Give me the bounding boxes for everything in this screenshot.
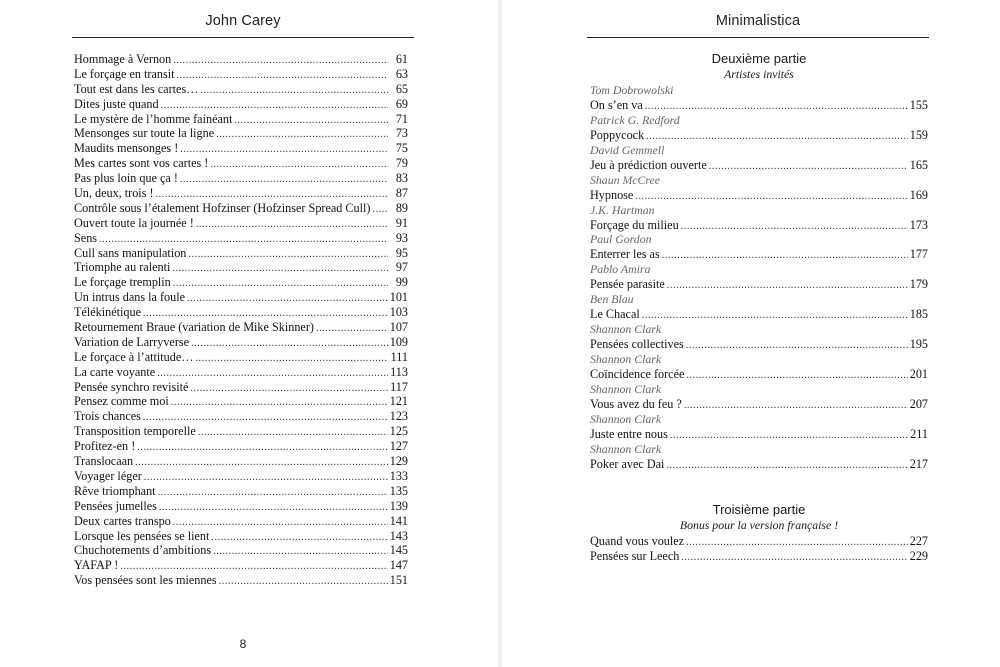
- part-three-contents: [590, 534, 928, 564]
- entry-page-number: 87: [395, 186, 408, 201]
- dot-leader: [372, 203, 388, 218]
- entry-page-number: 229: [909, 548, 928, 563]
- toc-entry: [590, 337, 928, 352]
- toc-entry: [74, 439, 408, 454]
- toc-entry: [74, 246, 408, 261]
- entry-page-number: 129: [389, 454, 408, 469]
- entry-page-number: 185: [909, 307, 928, 322]
- entry-title: Mensonges sur toute la ligne: [74, 126, 215, 141]
- entry-title: Coïncidence forcée: [590, 367, 685, 382]
- dot-leader: [234, 114, 388, 129]
- entry-page-number: 101: [389, 290, 408, 305]
- entry-title: Maudits mensonges !: [74, 141, 179, 156]
- entry-title: Voyager léger: [74, 468, 142, 483]
- entry-page-number: 75: [395, 141, 408, 156]
- entry-page-number: 121: [389, 394, 408, 409]
- entry-page-number: 177: [909, 247, 928, 262]
- entry-title: Jeu à prédiction ouverte: [590, 157, 707, 172]
- entry-page-number: 139: [389, 498, 408, 513]
- toc-entry: [74, 409, 408, 424]
- dot-leader: [662, 249, 908, 264]
- entry-title: Poppycock: [590, 127, 645, 142]
- author-name: Shannon Clark: [590, 322, 662, 337]
- toc-entry: [74, 290, 408, 305]
- toc-entry: [74, 275, 408, 290]
- author-name: Shaun McCree: [590, 172, 660, 187]
- entry-title: Le forçace à l’attitude…: [74, 349, 194, 364]
- entry-page-number: 211: [910, 426, 928, 441]
- entry-title: Retournement Braue (variation de Mike Skinner): [74, 320, 314, 335]
- entry-page-number: 155: [909, 98, 928, 112]
- toc-entry: [74, 499, 408, 514]
- dot-leader: [196, 218, 388, 233]
- entry-title: La carte voyante: [74, 364, 156, 379]
- entry-title: Pensées jumelles: [74, 498, 157, 513]
- entry-title: Le forçage tremplin: [74, 275, 171, 290]
- dot-leader: [635, 190, 907, 205]
- part-three-heading: Troisième partie: [712, 502, 806, 517]
- entry-page-number: 89: [395, 200, 408, 215]
- entry-page-number: 63: [395, 66, 408, 81]
- entry-page-number: 61: [395, 52, 408, 66]
- toc-entry: [590, 534, 928, 549]
- dot-leader: [195, 352, 388, 367]
- dot-leader: [173, 54, 388, 69]
- toc-entry: [74, 543, 408, 558]
- entry-title: Quand vous voulez: [590, 534, 685, 548]
- toc-entry: [74, 67, 408, 82]
- dot-leader: [645, 100, 908, 115]
- entry-page-number: 227: [909, 534, 928, 548]
- entry-page-number: 93: [395, 230, 408, 245]
- entry-title: Chuchotements d’ambitions: [74, 543, 212, 558]
- entry-title: Enterrer les as: [590, 247, 660, 262]
- author-name: David Gemmell: [590, 142, 665, 157]
- toc-entry: [74, 201, 408, 216]
- toc-entry: [590, 277, 928, 292]
- entry-page-number: 97: [395, 260, 408, 275]
- toc-entry: [74, 558, 408, 573]
- dot-leader: [316, 322, 388, 337]
- dot-leader: [216, 128, 388, 143]
- dot-leader: [144, 471, 388, 486]
- entry-page-number: 179: [909, 277, 928, 292]
- entry-page-number: 169: [909, 187, 928, 202]
- entry-title: Transposition temporelle: [74, 424, 196, 439]
- dot-leader: [686, 536, 908, 551]
- dot-leader: [684, 399, 908, 414]
- author-name: Shannon Clark: [590, 441, 662, 456]
- entry-title: Dites juste quand: [74, 96, 159, 111]
- entry-title: Mes cartes sont vos cartes !: [74, 156, 209, 171]
- part-two-subheading: Artistes invités: [724, 67, 794, 81]
- entry-title: Pas plus loin que ça !: [74, 171, 178, 186]
- entry-page-number: 135: [389, 483, 408, 498]
- entry-page-number: 69: [395, 96, 408, 111]
- entry-title: Sens: [74, 230, 98, 245]
- dot-leader: [188, 248, 388, 263]
- entry-title: Forçage du milieu: [590, 217, 679, 232]
- toc-entry: [74, 380, 408, 395]
- entry-page-number: 65: [395, 81, 408, 96]
- entry-page-number: 201: [909, 367, 928, 382]
- dot-leader: [210, 158, 388, 173]
- dot-leader: [191, 337, 388, 352]
- entry-page-number: 207: [909, 396, 928, 411]
- toc-entry: [74, 573, 408, 588]
- dot-leader: [137, 441, 387, 456]
- toc-entry: [74, 469, 408, 484]
- dot-leader: [180, 173, 388, 188]
- entry-title: Pensée synchro revisité: [74, 379, 189, 394]
- dot-leader: [198, 426, 388, 441]
- toc-entry: [590, 247, 928, 262]
- toc-entry: [74, 394, 408, 409]
- entry-title: Pensée parasite: [590, 277, 665, 292]
- entry-page-number: 125: [389, 424, 408, 439]
- entry-page-number: 151: [389, 573, 408, 588]
- toc-entry: [590, 188, 928, 203]
- entry-page-number: 95: [395, 245, 408, 260]
- toc-entry: [74, 156, 408, 171]
- toc-entry: [74, 82, 408, 97]
- toc-entry: [74, 260, 408, 275]
- author-name: Shannon Clark: [590, 352, 662, 367]
- entry-title: Hypnose: [590, 187, 634, 202]
- entry-title: Le mystère de l’homme fainéant: [74, 111, 233, 126]
- author-name: Paul Gordon: [590, 232, 652, 247]
- dot-leader: [211, 531, 387, 546]
- right-page: [502, 0, 1000, 667]
- entry-title: Lorsque les pensées se lient: [74, 528, 210, 543]
- entry-title: Le forçage en transit: [74, 66, 175, 81]
- entry-title: Pensées sur Leech: [590, 548, 680, 563]
- entry-page-number: 91: [395, 215, 408, 230]
- entry-title: Contrôle sous l’étalement Hofzinser (Hofzinser Spread Cull): [74, 200, 371, 215]
- toc-entry: [74, 171, 408, 186]
- entry-title: Triomphe au ralenti: [74, 260, 171, 275]
- entry-page-number: 103: [389, 305, 408, 320]
- toc-entry: [74, 186, 408, 201]
- dot-leader: [200, 84, 388, 99]
- toc-entry: [74, 529, 408, 544]
- entry-title: Juste entre nous: [590, 426, 668, 441]
- entry-page-number: 141: [389, 513, 408, 528]
- entry-page-number: 99: [395, 275, 408, 290]
- toc-entry: [590, 128, 928, 143]
- entry-page-number: 195: [909, 337, 928, 352]
- author-name: Pablo Amira: [590, 262, 651, 277]
- toc-entry: [590, 549, 928, 564]
- author-name: Ben Blau: [590, 292, 634, 307]
- author-name: Shannon Clark: [590, 381, 662, 396]
- entry-page-number: 111: [390, 349, 408, 364]
- toc-entry: [74, 141, 408, 156]
- entry-page-number: 73: [395, 126, 408, 141]
- entry-title: Hommage à Vernon: [74, 52, 172, 66]
- entry-page-number: 113: [390, 364, 408, 379]
- entry-page-number: 107: [389, 320, 408, 335]
- dot-leader: [686, 369, 907, 384]
- dot-leader: [173, 277, 388, 292]
- entry-title: YAFAP !: [74, 558, 119, 573]
- entry-title: Vos pensées sont les miennes: [74, 573, 217, 588]
- dot-leader: [642, 309, 908, 324]
- toc-entry: [74, 216, 408, 231]
- dot-leader: [159, 501, 388, 516]
- toc-entry: [74, 126, 408, 141]
- author-name: J.K. Hartman: [590, 202, 655, 217]
- entry-title: Variation de Larryverse: [74, 334, 190, 349]
- entry-title: Cull sans manipulation: [74, 245, 187, 260]
- header-rule: [587, 37, 929, 38]
- toc-entry: [74, 484, 408, 499]
- toc-entry: [590, 427, 928, 442]
- running-head-title: Minimalistica: [715, 13, 801, 29]
- dot-leader: [219, 575, 388, 590]
- dot-leader: [681, 551, 907, 566]
- dot-leader: [158, 486, 388, 501]
- toc-entry: [74, 454, 408, 469]
- toc-entry: [74, 514, 408, 529]
- entry-title: Profitez-en !: [74, 439, 136, 454]
- dot-leader: [646, 130, 908, 145]
- dot-leader: [709, 160, 908, 175]
- toc-entry: [590, 367, 928, 382]
- toc-entry: [74, 231, 408, 246]
- dot-leader: [177, 69, 389, 84]
- entry-page-number: 165: [909, 157, 928, 172]
- entry-title: Télékinétique: [74, 305, 142, 320]
- dot-leader: [190, 382, 388, 397]
- toc-entry: [74, 365, 408, 380]
- entry-page-number: 143: [389, 528, 408, 543]
- dot-leader: [135, 456, 388, 471]
- page-number: 8: [239, 637, 247, 651]
- dot-leader: [187, 292, 388, 307]
- table-of-contents: [74, 52, 408, 588]
- entry-title: Pensez comme moi: [74, 394, 169, 409]
- entry-title: On s’en va: [590, 98, 643, 112]
- entry-title: Rêve triomphant: [74, 483, 156, 498]
- entry-title: Le Chacal: [590, 307, 640, 322]
- entry-page-number: 145: [389, 543, 408, 558]
- toc-entry: [74, 350, 408, 365]
- entry-title: Poker avec Dai: [590, 456, 665, 471]
- left-page: [0, 0, 498, 667]
- toc-entry: [74, 112, 408, 127]
- entry-page-number: 147: [389, 558, 408, 573]
- entry-title: Un, deux, trois !: [74, 186, 154, 201]
- dot-leader: [172, 262, 388, 277]
- dot-leader: [670, 429, 908, 444]
- entry-title: Un intrus dans la foule: [74, 290, 186, 305]
- toc-entry: [590, 158, 928, 173]
- entry-page-number: 127: [389, 439, 408, 454]
- entry-page-number: 109: [389, 334, 408, 349]
- author-name: Tom Dobrowolski: [590, 83, 674, 97]
- dot-leader: [180, 143, 388, 158]
- entry-title: Trois chances: [74, 409, 141, 424]
- part-three-subheading: Bonus pour la version française !: [679, 518, 839, 532]
- entry-page-number: 79: [395, 156, 408, 171]
- dot-leader: [667, 279, 908, 294]
- entry-page-number: 173: [909, 217, 928, 232]
- entry-page-number: 83: [395, 171, 408, 186]
- dot-leader: [666, 459, 907, 474]
- entry-page-number: 71: [395, 111, 408, 126]
- entry-title: Vous avez du feu ?: [590, 396, 682, 411]
- dot-leader: [171, 396, 388, 411]
- toc-entry: [590, 218, 928, 233]
- part-three-section: [590, 502, 928, 564]
- entry-title: Pensées collectives: [590, 337, 684, 352]
- toc-entry: [590, 98, 928, 113]
- toc-entry: [74, 97, 408, 112]
- header-rule: [72, 37, 414, 38]
- entry-page-number: 123: [389, 409, 408, 424]
- author-name: Patrick G. Redford: [590, 112, 680, 127]
- toc-entry: [74, 320, 408, 335]
- toc-entry: [74, 335, 408, 350]
- part-two-section: [590, 51, 928, 472]
- entry-page-number: 159: [909, 127, 928, 142]
- entry-title: Deux cartes transpo: [74, 513, 171, 528]
- entry-page-number: 133: [389, 468, 408, 483]
- dot-leader: [213, 545, 388, 560]
- toc-entry: [74, 305, 408, 320]
- author-name: Shannon Clark: [590, 411, 662, 426]
- dot-leader: [157, 367, 388, 382]
- toc-entry: [590, 307, 928, 322]
- entry-title: Tout est dans les cartes…: [74, 81, 199, 96]
- entry-title: Translocaan: [74, 454, 134, 469]
- entry-title: Ouvert toute la journée !: [74, 215, 194, 230]
- toc-entry: [74, 52, 408, 67]
- part-two-contents: [590, 83, 928, 472]
- toc-entry: [74, 424, 408, 439]
- part-two-heading: Deuxième partie: [711, 51, 807, 66]
- running-head-author: John Carey: [205, 13, 281, 29]
- entry-page-number: 217: [909, 456, 928, 471]
- entry-page-number: 117: [390, 379, 408, 394]
- toc-entry: [590, 397, 928, 412]
- dot-leader: [686, 339, 908, 354]
- dot-leader: [681, 220, 908, 235]
- toc-entry: [590, 457, 928, 472]
